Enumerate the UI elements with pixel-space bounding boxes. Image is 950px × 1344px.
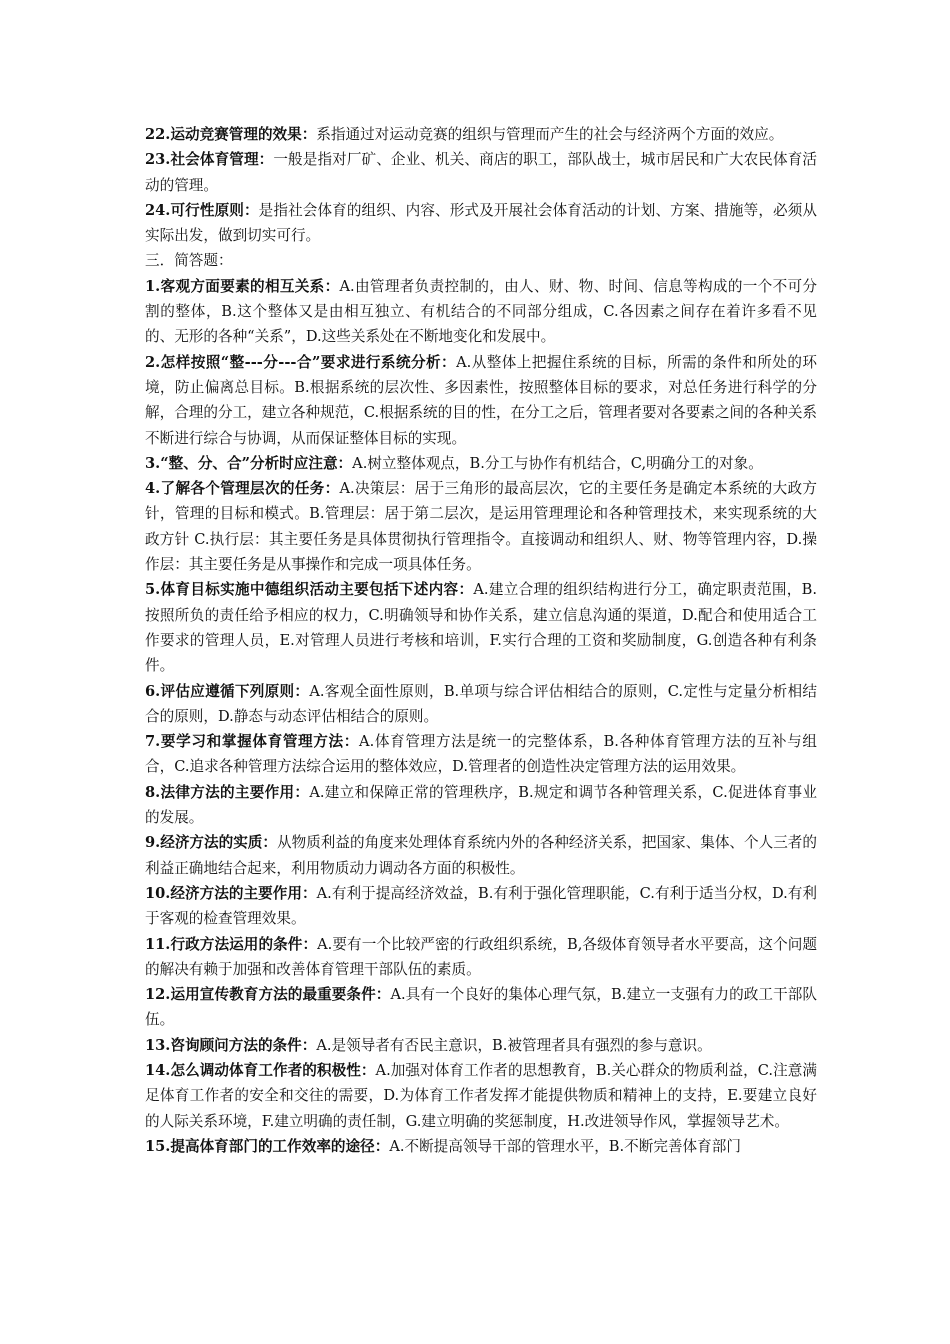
entry-text: A.树立整体观点，B.分工与协作有机结合，C,明确分工的对象。 bbox=[352, 454, 763, 472]
entry-term: 15.提高体育部门的工作效率的途径： bbox=[145, 1137, 390, 1155]
entry-term: 23.社会体育管理： bbox=[145, 151, 274, 169]
entry-text: A.体育管理方法是统一的完整体系，B.各种体育管理方法的互补与组合，C.追求各种管理方法综合运用的整体效应，D.管理者的创造性决定管理方法的运用效果。 bbox=[145, 733, 817, 776]
question-2 bbox=[145, 350, 817, 451]
entry-term: 9.经济方法的实质： bbox=[145, 834, 277, 852]
definition-23 bbox=[145, 147, 817, 198]
entry-text: A.从整体上把握住系统的目标，所需的条件和所处的环境，防止偏离总目标。B.根据系统的层次性、多因素性，按照整体目标的要求，对总任务进行科学的分解，合理的分工，建立各种规范，C.根据系统的目的性，在分工之后，管理者要对各要素之间的各种关系不断进行综合与协调，从而保证整体目标的实现。 bbox=[145, 353, 818, 447]
entry-term: 13.咨询顾问方法的条件： bbox=[145, 1036, 317, 1054]
question-1 bbox=[145, 274, 817, 350]
entry-text: 从物质利益的角度来处理体育系统内外的各种经济关系，把国家、集体、个人三者的利益正确地结合起来，利用物质动力调动各方面的积极性。 bbox=[145, 834, 817, 877]
question-12 bbox=[145, 982, 817, 1033]
section-heading-text: 三．简答题： bbox=[145, 252, 233, 270]
entry-term: 2.怎样按照“整---分---合”要求进行系统分析： bbox=[145, 353, 457, 371]
entry-term: 24.可行性原则： bbox=[145, 201, 259, 219]
entry-term: 10.经济方法的主要作用： bbox=[145, 884, 317, 902]
section-heading bbox=[145, 248, 817, 273]
question-5 bbox=[145, 577, 817, 678]
entry-text: A.客观全面性原则，B.单项与综合评估相结合的原则，C.定性与定量分析相结合的原则，D.静态与动态评估相结合的原则。 bbox=[145, 682, 817, 725]
entry-text: A.建立和保障正常的管理秩序，B.规定和调节各种管理关系，C.促进体育事业的发展。 bbox=[145, 783, 817, 827]
definition-24 bbox=[145, 198, 817, 249]
question-7 bbox=[145, 729, 817, 780]
question-9 bbox=[145, 830, 817, 881]
entry-text: 一般是指对厂矿、企业、机关、商店的职工，部队战士，城市居民和广大农民体育活动的管理。 bbox=[145, 151, 817, 194]
question-10 bbox=[145, 881, 817, 932]
question-4 bbox=[145, 476, 817, 577]
entry-text: A.建立合理的组织结构进行分工，确定职责范围，B.按照所负的责任给予相应的权力，C.明确领导和协作关系，建立信息沟通的渠道，D.配合和使用适合工作要求的管理人员，E.对管理人员进行考核和培训，F.实行合理的工资和奖励制度，G.创造各种有利条件。 bbox=[145, 581, 817, 675]
entry-term: 11.行政方法运用的条件： bbox=[145, 935, 318, 953]
question-15 bbox=[145, 1134, 817, 1159]
entry-text: A.有利于提高经济效益，B.有利于强化管理职能，C.有利于适当分权，D.有利于客观的检查管理效果。 bbox=[145, 884, 818, 928]
entry-text: A.决策层：居于三角形的最高层次，它的主要任务是确定本系统的大政方针，管理的目标和模式。B.管理层：居于第二层次，是运用管理理论和各种管理技术，来实现系统的大政方针 C.执行层：其主要任务是具体贯彻执行管理指令。直接调动和组织人、财、物等管理内容，D.操作层：其主要任务是从事操作和完成一项具体任务。 bbox=[145, 480, 817, 574]
entry-text: A.是领导者有否民主意识，B.被管理者具有强烈的参与意识。 bbox=[316, 1036, 712, 1054]
definition-22 bbox=[145, 122, 817, 147]
entry-term: 4.了解各个管理层次的任务： bbox=[145, 480, 340, 498]
entry-term: 3.“整、分、合”分析时应注意： bbox=[145, 454, 353, 472]
entry-text: A.不断提高领导干部的管理水平，B.不断完善体育部门 bbox=[389, 1137, 741, 1155]
question-13 bbox=[145, 1033, 817, 1058]
entry-text: A.具有一个良好的集体心理气氛，B.建立一支强有力的政工干部队伍。 bbox=[145, 986, 817, 1029]
entry-text: A.要有一个比较严密的行政组织系统，B,各级体育领导者水平要高，这个问题的解决有赖于加强和改善体育管理干部队伍的素质。 bbox=[145, 935, 817, 978]
entry-term: 8.法律方法的主要作用： bbox=[145, 783, 310, 801]
entry-text: 系指通过对运动竞赛的组织与管理而产生的社会与经济两个方面的效应。 bbox=[316, 126, 784, 143]
entry-term: 14.怎么调动体育工作者的积极性： bbox=[145, 1061, 376, 1079]
entry-term: 12.运用宣传教育方法的最重要条件： bbox=[145, 986, 391, 1004]
entry-text: 是指社会体育的组织、内容、形式及开展社会体育活动的计划、方案、措施等，必须从实际出发，做到切实可行。 bbox=[145, 201, 817, 245]
entry-text: A.加强对体育工作者的思想教育，B.关心群众的物质利益，C.注意满足体育工作者的安全和交往的需要，D.为体育工作者发挥才能提供物质和精神上的支持，E.要建立良好的人际关系环境，F.建立明确的责任制，G.建立明确的奖惩制度，H.改进领导作风，掌握领导艺术。 bbox=[145, 1061, 817, 1130]
entry-term: 6.评估应遵循下列原则： bbox=[145, 682, 310, 700]
entry-term: 7.要学习和掌握体育管理方法： bbox=[145, 733, 360, 751]
question-6 bbox=[145, 679, 817, 730]
entry-term: 5.体育目标实施中德组织活动主要包括下述内容： bbox=[145, 581, 474, 599]
entry-text: A.由管理者负责控制的，由人、财、物、时间、信息等构成的一个不可分割的整体，B.这个整体又是由相互独立、有机结合的不同部分组成，C.各因素之间存在着许多看不见的、无形的各种“关系”，D.这些关系处在不断地变化和发展中。 bbox=[145, 277, 817, 346]
question-8 bbox=[145, 780, 817, 831]
entry-term: 1.客观方面要素的相互关系： bbox=[145, 277, 340, 295]
entry-term: 22.运动竞赛管理的效果： bbox=[145, 126, 317, 143]
document-page bbox=[145, 122, 817, 1159]
question-11 bbox=[145, 932, 817, 983]
question-3 bbox=[145, 451, 817, 476]
question-14 bbox=[145, 1058, 817, 1134]
